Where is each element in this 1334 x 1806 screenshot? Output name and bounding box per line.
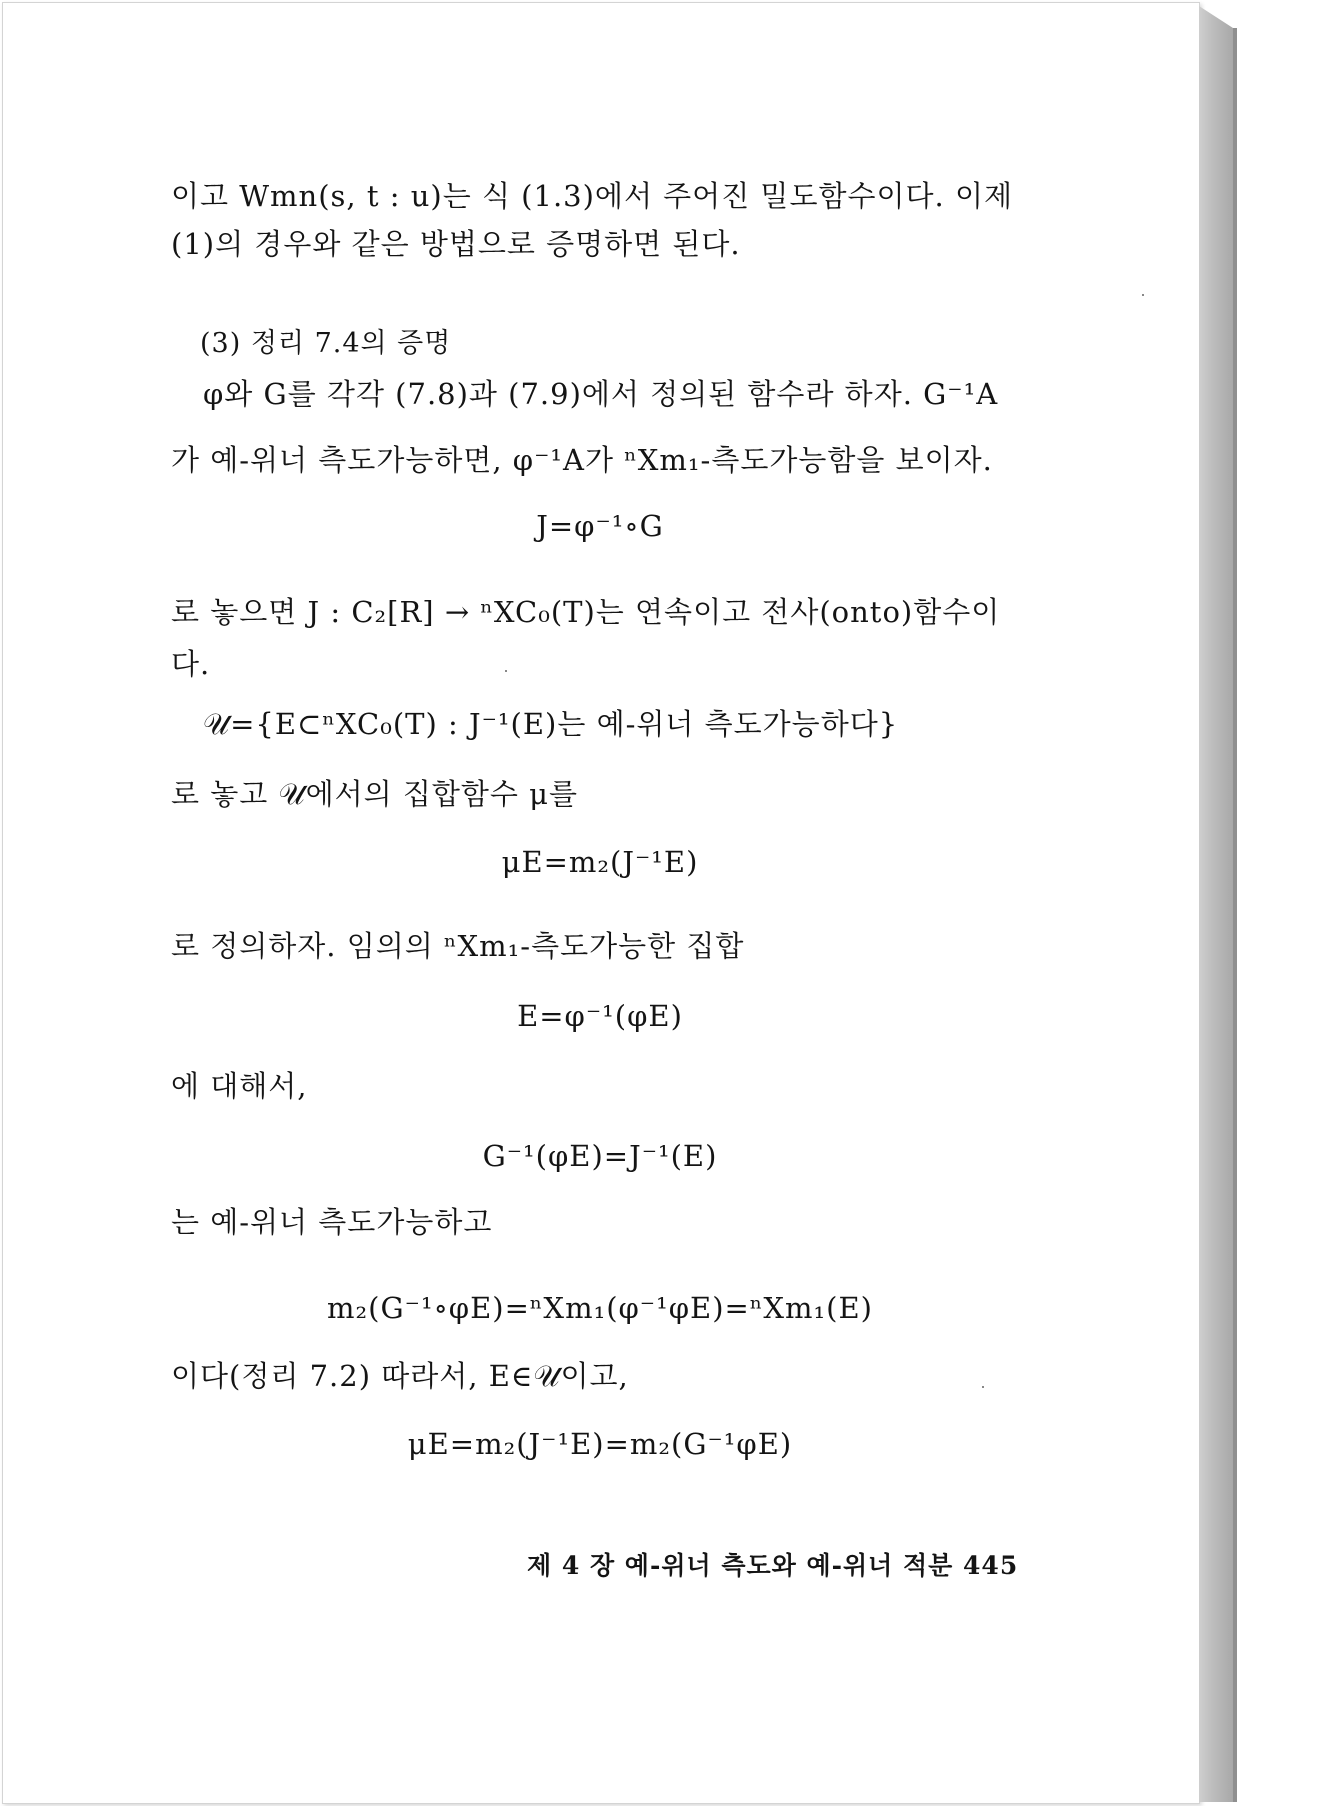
text-line-6: 다.	[171, 647, 211, 681]
text-line-4: 가 예-위너 측도가능하면, φ⁻¹A가 ⁿXm₁-측도가능함을 보이자.	[171, 443, 993, 477]
scan-speck	[982, 1386, 984, 1388]
text-line-1: 이고 Wmn(s, t : u)는 식 (1.3)에서 주어진 밀도함수이다. 이제	[171, 179, 1013, 213]
page-edge-shadow	[1233, 28, 1237, 1802]
text-line-3: φ와 G를 각각 (7.8)과 (7.9)에서 정의된 함수라 하자. G⁻¹A	[203, 377, 999, 411]
equation-measure-identity: m₂(G⁻¹∘φE)=ⁿXm₁(φ⁻¹φE)=ⁿXm₁(E)	[327, 1291, 873, 1325]
equation-mu-final: μE=m₂(J⁻¹E)=m₂(G⁻¹φE)	[407, 1427, 793, 1461]
text-line-5: 로 놓으면 J : C₂[R] → ⁿXC₀(T)는 연속이고 전사(onto)함수이	[171, 595, 1001, 629]
equation-g-inverse: G⁻¹(φE)=J⁻¹(E)	[482, 1139, 718, 1173]
equation-j-definition: J=φ⁻¹∘G	[536, 509, 664, 543]
text-line-11: 이다(정리 7.2) 따라서, E∈𝒰이고,	[171, 1359, 629, 1393]
section-heading: (3) 정리 7.4의 증명	[200, 328, 452, 359]
equation-e-set: E=φ⁻¹(φE)	[517, 999, 683, 1033]
text-line-8: 로 정의하자. 임의의 ⁿXm₁-측도가능한 집합	[171, 929, 745, 963]
document-page	[2, 2, 1200, 1804]
text-line-10: 는 예-위너 측도가능하고	[171, 1205, 493, 1239]
page-stack-edge	[1199, 6, 1233, 1802]
text-line-2: (1)의 경우와 같은 방법으로 증명하면 된다.	[171, 227, 741, 261]
text-line-7: 로 놓고 𝒰에서의 집합함수 μ를	[171, 777, 578, 811]
scan-speck	[505, 670, 507, 672]
text-line-9: 에 대해서,	[171, 1069, 308, 1103]
page-footer: 제 4 장 예-위너 측도와 예-위너 적분 445	[527, 1551, 1019, 1580]
equation-mu-definition: μE=m₂(J⁻¹E)	[501, 845, 699, 879]
equation-u-set: 𝒰={E⊂ⁿXC₀(T) : J⁻¹(E)는 예-위너 측도가능하다}	[203, 707, 899, 741]
scan-speck	[1142, 294, 1144, 296]
